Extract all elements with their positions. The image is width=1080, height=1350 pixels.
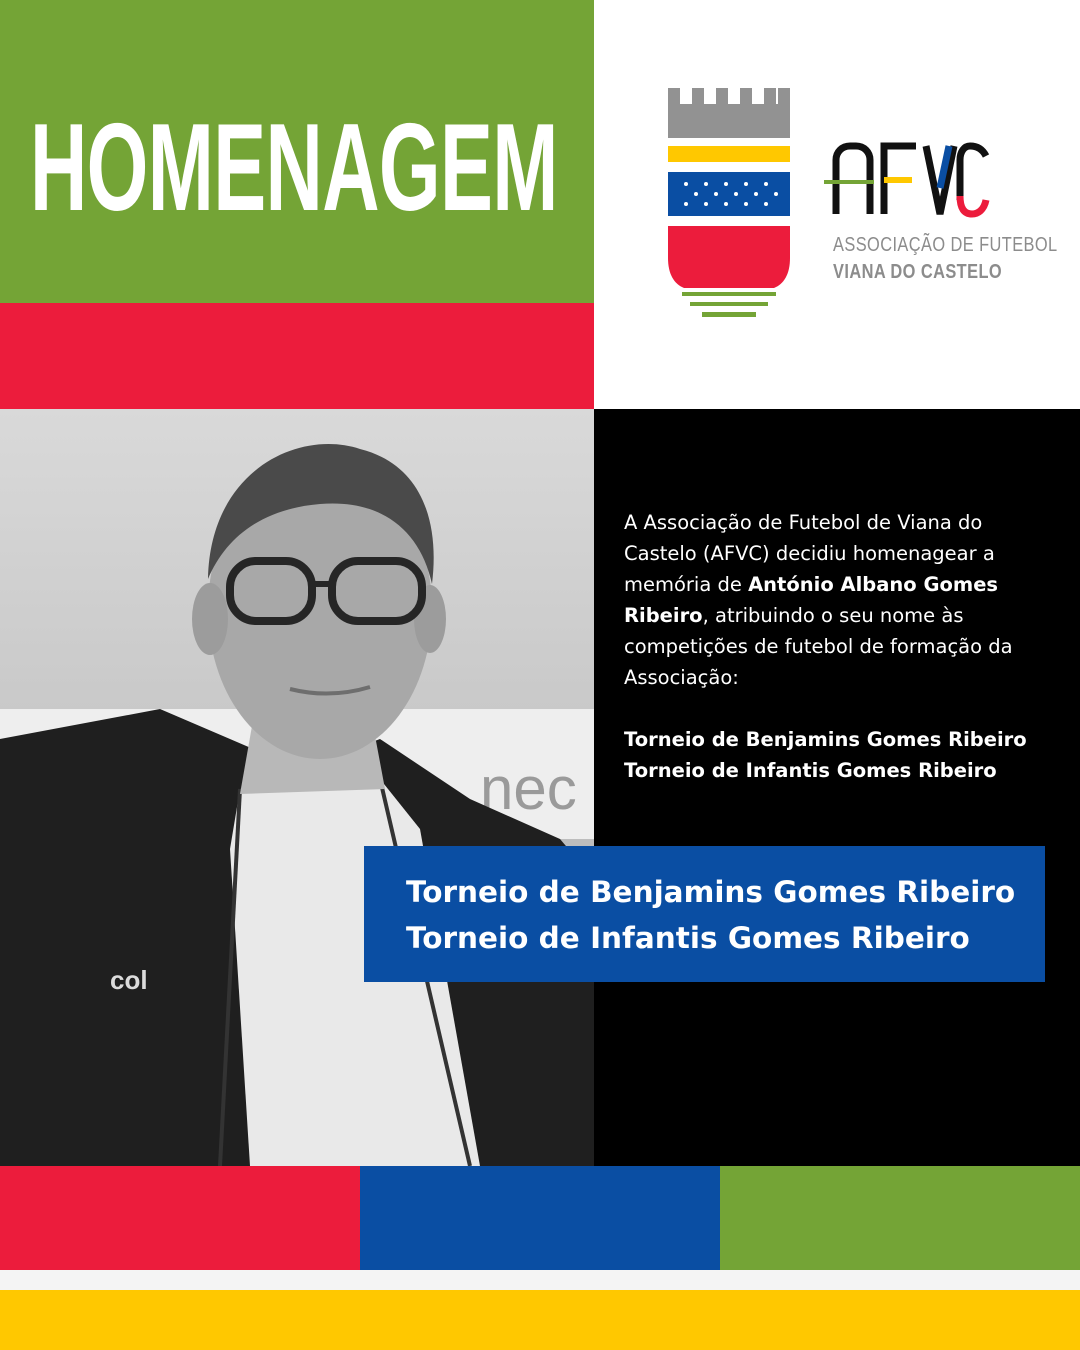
competition-item: Torneio de Infantis Gomes Ribeiro [624,759,997,782]
banner-line-infantis: Torneio de Infantis Gomes Ribeiro [406,921,970,955]
bottom-stripe-gap [0,1270,1080,1290]
afvc-crest-icon [666,88,792,322]
honoree-portrait [0,409,594,1166]
banner-line-benjamins: Torneio de Benjamins Gomes Ribeiro [406,875,1016,909]
competition-list [624,724,1064,786]
red-accent-block [0,303,594,409]
competitions-banner [364,846,1045,982]
competition-item: Torneio de Benjamins Gomes Ribeiro [624,728,1027,751]
bottom-stripe-green [720,1166,1080,1270]
intro-text-end: , atribuindo o seu nome às competições de futebol de formação da Associação: [624,604,1013,689]
sign-text-right: nec [480,755,577,822]
afvc-wordmark-logo [822,136,992,220]
jacket-logo: col [110,965,148,995]
honoree-name: António Albano Gomes Ribeiro [624,573,999,627]
intro-text-start: A Associação de Futebol de Viana do Castelo (AFVC) decidiu homenagear a memória de [624,511,995,596]
page-title: HOMENAGEM [30,99,558,237]
bottom-stripe-yellow [0,1290,1080,1350]
honoree-photo [0,409,594,1166]
org-city: VIANA DO CASTELO [833,261,1003,283]
bottom-stripe-red [0,1166,360,1270]
intro-paragraph [624,507,1054,693]
bottom-stripe-blue [360,1166,720,1270]
org-name: ASSOCIAÇÃO DE FUTEBOL [833,234,1058,256]
